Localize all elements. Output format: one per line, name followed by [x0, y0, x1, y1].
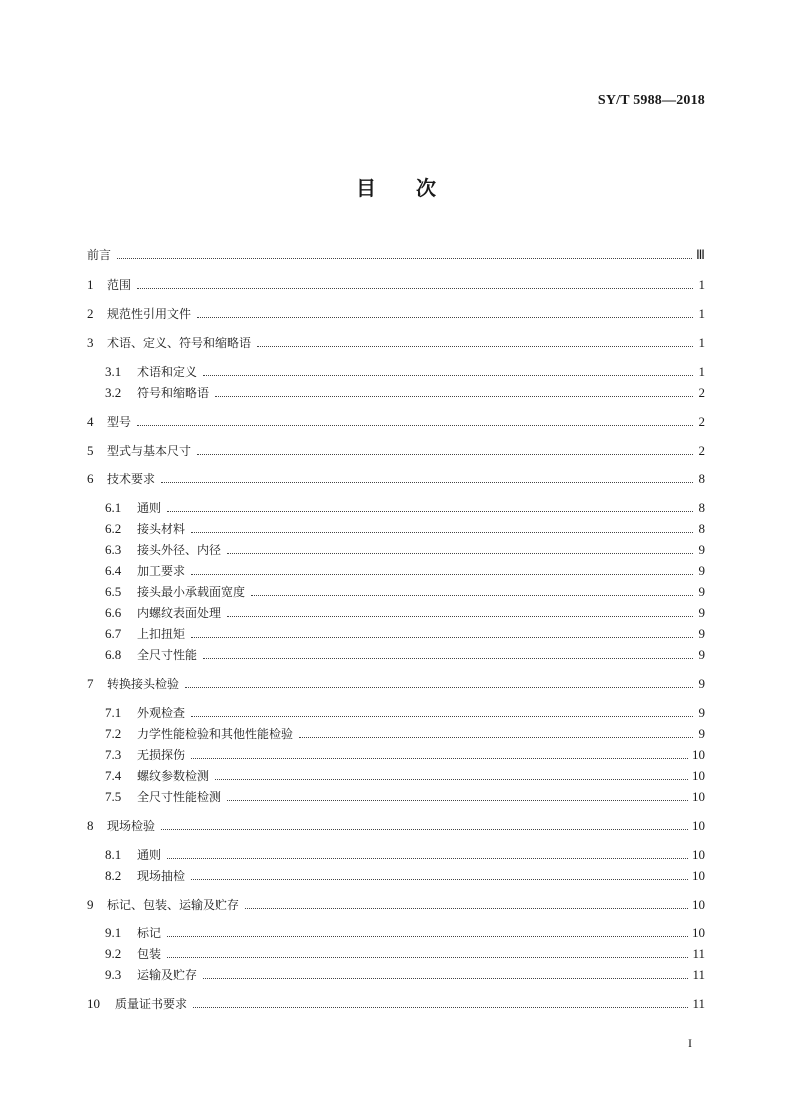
- toc-entry-title: 运输及贮存: [137, 968, 198, 982]
- toc-leader-dots: [117, 258, 692, 259]
- toc-entry[interactable]: [87, 674, 705, 694]
- toc-leader-dots: [215, 396, 693, 397]
- toc-entry-number: 6.1: [105, 500, 122, 515]
- toc-entry-title: 通则: [137, 848, 162, 862]
- toc-entry-number: 7.1: [105, 705, 122, 720]
- toc-entry-title: 加工要求: [137, 564, 186, 578]
- toc-leader-dots: [215, 779, 688, 780]
- toc-leader-dots: [191, 532, 693, 533]
- toc-entry-number: 9: [87, 897, 94, 912]
- title-char-2: 次: [416, 176, 436, 200]
- toc-entry-title: 前言: [87, 248, 112, 262]
- toc-entry-number: 4: [87, 414, 94, 429]
- toc-entry-number: 8.2: [105, 868, 122, 883]
- toc-entry-title: 内螺纹表面处理: [137, 606, 222, 620]
- toc-entry-page: 11: [692, 996, 705, 1011]
- toc-leader-dots: [227, 616, 693, 617]
- toc-leader-dots: [227, 800, 688, 801]
- toc-entry-number: 7.3: [105, 747, 122, 762]
- toc-entry[interactable]: [87, 412, 705, 432]
- toc-entry[interactable]: [105, 724, 705, 744]
- toc-entry-number: 6.5: [105, 584, 122, 599]
- toc-entry-number: 5: [87, 443, 94, 458]
- toc-entry-title: 上扣扭矩: [137, 627, 186, 641]
- toc-entry[interactable]: [105, 540, 705, 560]
- toc-entry-title: 标记: [137, 926, 162, 940]
- toc-entry-page: 8: [698, 521, 705, 536]
- toc-entry-number: 6.7: [105, 626, 122, 641]
- toc-leader-dots: [161, 829, 688, 830]
- page-number: I: [688, 1036, 692, 1050]
- toc-leader-dots: [203, 375, 693, 376]
- toc-entry-number: 1: [87, 277, 94, 292]
- toc-entry-title: 力学性能检验和其他性能检验: [137, 727, 294, 741]
- toc-entry[interactable]: [87, 994, 705, 1014]
- toc-leader-dots: [137, 425, 693, 426]
- toc-entry-title: 外观检查: [137, 706, 186, 720]
- toc-entry-title: 型式与基本尺寸: [107, 444, 192, 458]
- toc-entry-page: 1: [698, 306, 705, 321]
- toc-entry-page: 10: [692, 747, 705, 762]
- toc-entry[interactable]: [105, 866, 705, 886]
- toc-entry[interactable]: [105, 519, 705, 539]
- toc-entry-page: 1: [698, 277, 705, 292]
- toc-entry-title: 转换接头检验: [107, 677, 180, 691]
- toc-entry-title: 接头最小承载面宽度: [137, 585, 246, 599]
- toc-leader-dots: [191, 879, 688, 880]
- standard-code: SY/T 5988—2018: [597, 93, 705, 108]
- toc-entry[interactable]: [105, 624, 705, 644]
- toc-entry-page: 10: [692, 768, 705, 783]
- toc-entry-number: 9.1: [105, 925, 122, 940]
- toc-leader-dots: [299, 737, 693, 738]
- toc-entry-page: 9: [698, 676, 705, 691]
- toc-entry-number: 8.1: [105, 847, 122, 862]
- toc-entry-number: 8: [87, 818, 94, 833]
- toc-entry-page: 9: [698, 705, 705, 720]
- toc-entry-page: 9: [698, 726, 705, 741]
- toc-leader-dots: [191, 637, 693, 638]
- toc-entry-number: 6.8: [105, 647, 122, 662]
- toc-entry-page: 8: [698, 471, 705, 486]
- toc-entry[interactable]: [105, 787, 705, 807]
- toc-leader-dots: [191, 716, 693, 717]
- toc-entry-title: 标记、包装、运输及贮存: [107, 898, 240, 912]
- toc-leader-dots: [161, 482, 693, 483]
- toc-entry[interactable]: [87, 816, 705, 836]
- toc-entry-number: 7.5: [105, 789, 122, 804]
- toc-entry[interactable]: [105, 362, 705, 382]
- toc-leader-dots: [245, 908, 688, 909]
- toc-entry-number: 6.3: [105, 542, 122, 557]
- toc-entry-number: 6.4: [105, 563, 122, 578]
- toc-entry[interactable]: [87, 895, 705, 915]
- toc-entry-page: 10: [692, 897, 705, 912]
- toc-entry-number: 3.2: [105, 385, 122, 400]
- toc-entry-title: 接头外径、内径: [137, 543, 222, 557]
- toc-entry-title: 包装: [137, 947, 162, 961]
- toc-entry-number: 2: [87, 306, 94, 321]
- toc-entry-number: 6.2: [105, 521, 122, 536]
- toc-entry-number: 3: [87, 335, 94, 350]
- toc-leader-dots: [193, 1007, 688, 1008]
- toc-entry-title: 质量证书要求: [115, 997, 188, 1011]
- toc-entry-page: 10: [692, 847, 705, 862]
- toc-entry[interactable]: [87, 245, 705, 265]
- toc-entry-title: 现场抽检: [137, 869, 186, 883]
- toc-entry[interactable]: [105, 766, 705, 786]
- toc-entry[interactable]: [105, 603, 705, 623]
- toc-entry-number: 10: [87, 996, 100, 1011]
- toc-leader-dots: [191, 574, 693, 575]
- toc-entry-page: Ⅲ: [696, 247, 705, 262]
- toc-entry-page: 9: [698, 563, 705, 578]
- toc-entry-number: 9.2: [105, 946, 122, 961]
- toc-entry-title: 规范性引用文件: [107, 307, 192, 321]
- toc-leader-dots: [167, 936, 688, 937]
- toc-entry-page: 9: [698, 647, 705, 662]
- toc-entry-page: 2: [698, 443, 705, 458]
- toc-entry-page: 1: [698, 364, 705, 379]
- toc-entry[interactable]: [105, 745, 705, 765]
- toc-leader-dots: [197, 454, 693, 455]
- toc-entry-title: 型号: [107, 415, 132, 429]
- toc-entry-page: 10: [692, 925, 705, 940]
- title-char-1: 目: [356, 176, 376, 200]
- toc-entry-title: 技术要求: [107, 472, 156, 486]
- toc-leader-dots: [167, 858, 688, 859]
- toc-entry[interactable]: [105, 965, 705, 985]
- toc-entry-title: 无损探伤: [137, 748, 186, 762]
- toc-entry-page: 2: [698, 414, 705, 429]
- toc-entry-page: 11: [692, 946, 705, 961]
- toc-entry-page: 2: [698, 385, 705, 400]
- toc-leader-dots: [167, 511, 693, 512]
- toc-entry-title: 符号和缩略语: [137, 386, 210, 400]
- toc-entry[interactable]: [87, 275, 705, 295]
- toc-entry[interactable]: [105, 703, 705, 723]
- toc-entry-number: 3.1: [105, 364, 122, 379]
- toc-entry-number: 7.4: [105, 768, 122, 783]
- toc-leader-dots: [185, 687, 693, 688]
- toc-entry-title: 现场检验: [107, 819, 156, 833]
- toc-entry-title: 术语和定义: [137, 365, 198, 379]
- toc-entry-number: 7: [87, 676, 94, 691]
- toc-entry-page: 10: [692, 868, 705, 883]
- toc-entry-page: 9: [698, 584, 705, 599]
- toc-entry-title: 全尺寸性能检测: [137, 790, 222, 804]
- toc-entry-title: 全尺寸性能: [137, 648, 198, 662]
- toc-entry-page: 9: [698, 542, 705, 557]
- toc-leader-dots: [197, 317, 693, 318]
- toc-entry-page: 10: [692, 789, 705, 804]
- toc-entry-page: 1: [698, 335, 705, 350]
- toc-entry[interactable]: [105, 582, 705, 602]
- toc-entry[interactable]: [105, 845, 705, 865]
- toc-entry-page: 8: [698, 500, 705, 515]
- toc-entry-title: 术语、定义、符号和缩略语: [107, 336, 252, 350]
- toc-entry-number: 9.3: [105, 967, 122, 982]
- toc-leader-dots: [167, 957, 688, 958]
- toc-entry[interactable]: [105, 383, 705, 403]
- toc-entry-number: 6.6: [105, 605, 122, 620]
- toc-entry-number: 7.2: [105, 726, 122, 741]
- toc-entry-page: 9: [698, 605, 705, 620]
- page-title: [0, 172, 792, 201]
- toc-entry[interactable]: [87, 469, 705, 489]
- toc-entry-page: 9: [698, 626, 705, 641]
- toc-entry[interactable]: [105, 645, 705, 665]
- toc-entry-title: 螺纹参数检测: [137, 769, 210, 783]
- toc-entry[interactable]: [105, 923, 705, 943]
- toc-leader-dots: [227, 553, 693, 554]
- toc-leader-dots: [251, 595, 693, 596]
- toc-entry-page: 10: [692, 818, 705, 833]
- toc-entry-title: 接头材料: [137, 522, 186, 536]
- toc-entry-number: 6: [87, 471, 94, 486]
- toc-leader-dots: [203, 658, 693, 659]
- toc-leader-dots: [137, 288, 693, 289]
- toc-entry-title: 通则: [137, 501, 162, 515]
- toc-entry[interactable]: [87, 304, 705, 324]
- toc-entry-page: 11: [692, 967, 705, 982]
- toc-leader-dots: [257, 346, 693, 347]
- toc-entry[interactable]: [87, 333, 705, 353]
- toc-entry[interactable]: [105, 944, 705, 964]
- toc-entry[interactable]: [87, 441, 705, 461]
- toc-leader-dots: [191, 758, 688, 759]
- toc-leader-dots: [203, 978, 688, 979]
- toc-entry[interactable]: [105, 498, 705, 518]
- toc-entry-title: 范围: [107, 278, 132, 292]
- toc-entry[interactable]: [105, 561, 705, 581]
